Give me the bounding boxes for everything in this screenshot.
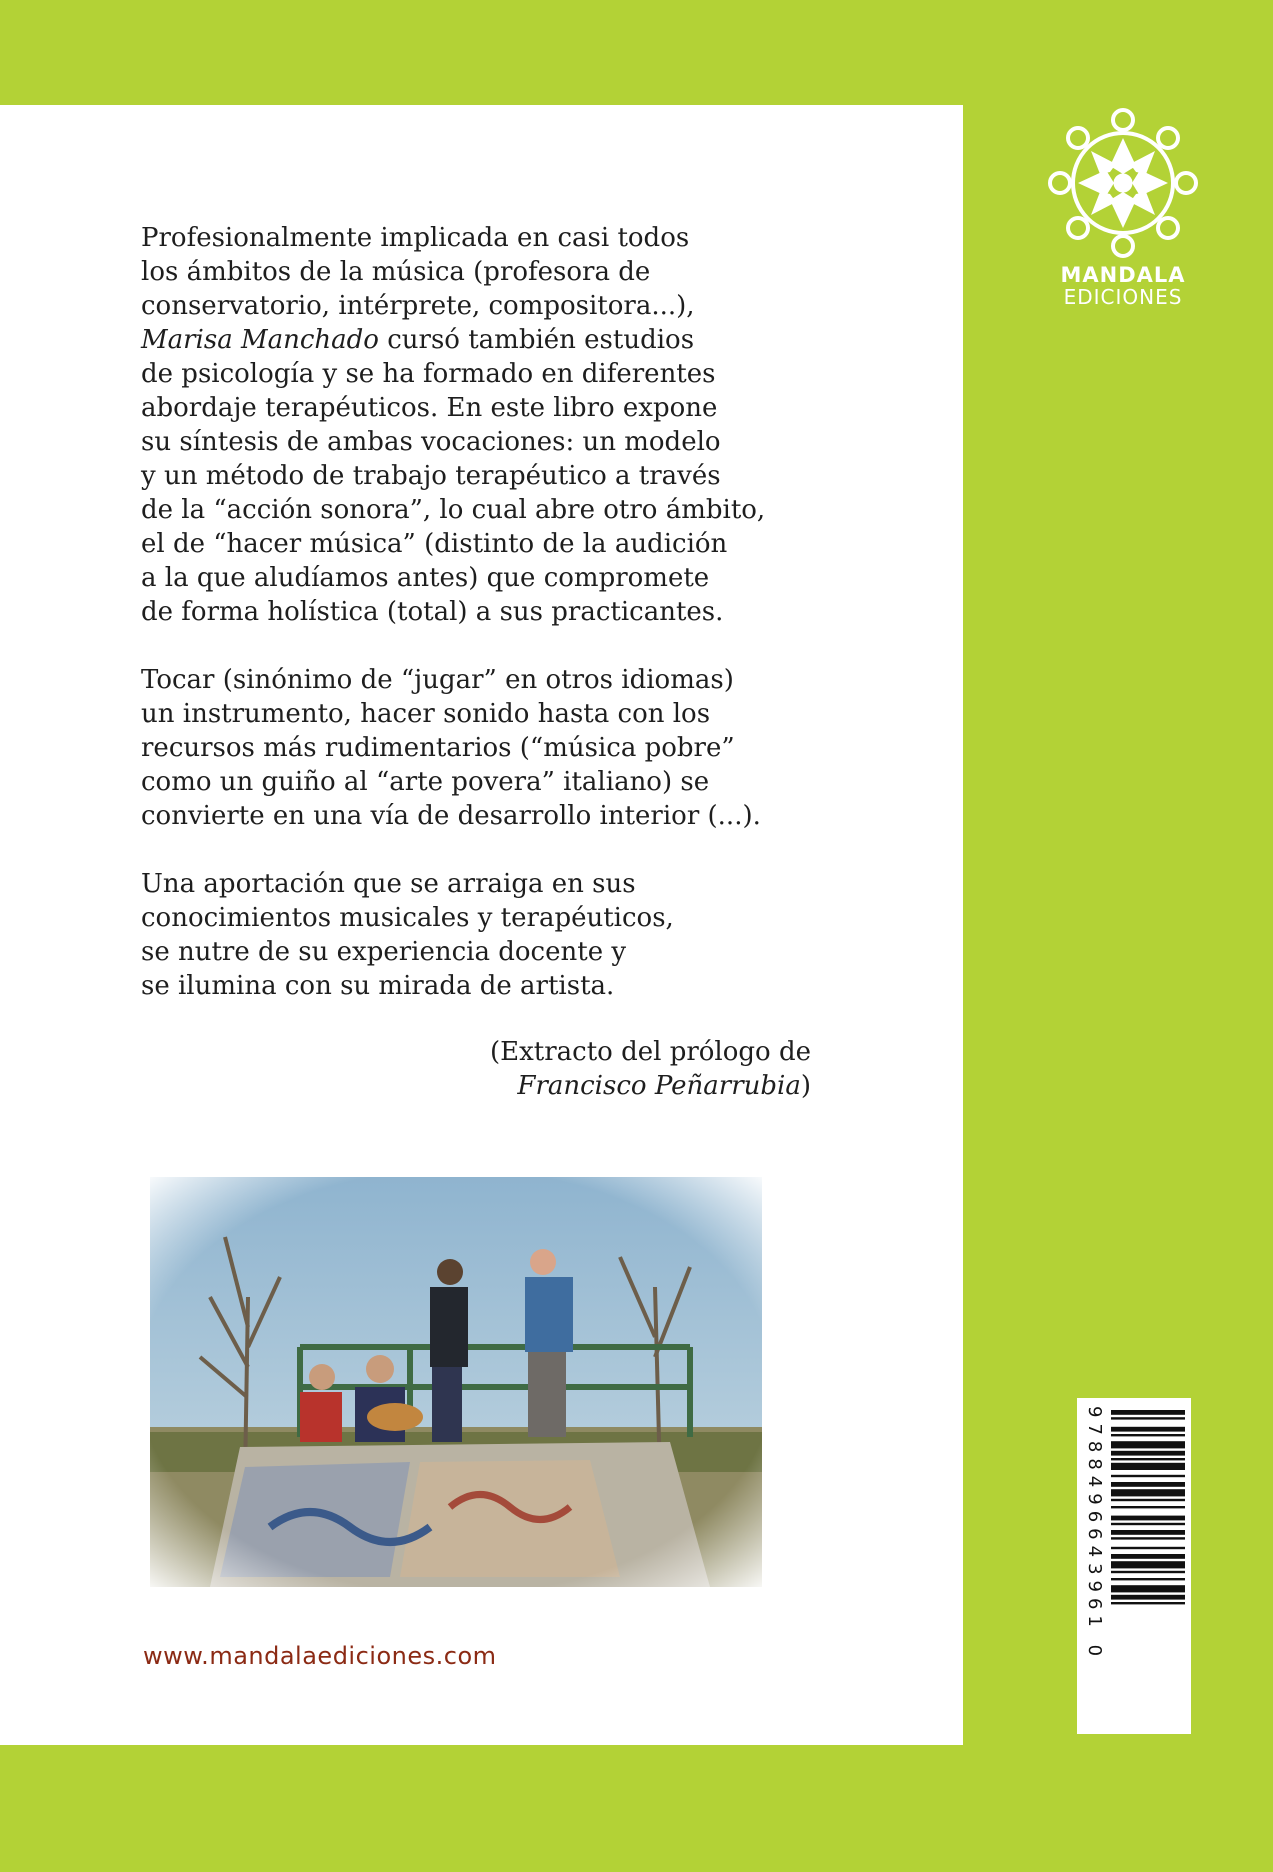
barcode-bar (1111, 1554, 1185, 1559)
barcode-bar (1111, 1506, 1185, 1508)
paragraph-3 (141, 867, 821, 1003)
barcode-bar (1111, 1441, 1185, 1448)
text-line: de la “acción sonora”, lo cual abre otro ámbito, (141, 495, 766, 525)
text-line: conservatorio, intérprete, compositora...), (141, 291, 695, 321)
barcode-bar (1111, 1489, 1185, 1496)
text-line: y un método de trabajo terapéutico a través (141, 461, 721, 491)
barcode-bar (1111, 1585, 1185, 1592)
publisher-url[interactable]: www.mandalaediciones.com (143, 1642, 497, 1670)
barcode-bars (1077, 1398, 1191, 1734)
text-line: como un guiño al “arte povera” italiano) se (141, 767, 710, 797)
barcode-bar (1111, 1595, 1185, 1600)
text-line: abordaje terapéuticos. En este libro expone (141, 393, 718, 423)
barcode-bar (1111, 1451, 1185, 1456)
text-line: los ámbitos de la música (profesora de (141, 257, 651, 287)
text-line: se ilumina con su mirada de artista. (141, 971, 615, 1001)
barcode-bar (1111, 1537, 1185, 1539)
barcode-bar (1111, 1578, 1185, 1580)
text-line: un instrumento, hacer sonido hasta con los (141, 699, 711, 729)
cover-photo (150, 1177, 762, 1587)
barcode-bar (1111, 1523, 1185, 1525)
credit-close: ) (800, 1071, 811, 1101)
text-line: Profesionalmente implicada en casi todos (141, 223, 690, 253)
text-line: de psicología y se ha formado en diferentes (141, 359, 716, 389)
synopsis (141, 221, 821, 1037)
barcode-bar (1111, 1482, 1185, 1487)
publisher-name: MANDALA (1060, 263, 1186, 287)
text-line: Una aportación que se arraiga en sus (141, 869, 636, 899)
author-name: Marisa Manchado (141, 325, 379, 355)
mandala-icon (1048, 108, 1198, 258)
paragraph-2 (141, 663, 821, 833)
text-line: recursos más rudimentarios (“música pobre” (141, 733, 735, 763)
barcode-bar (1111, 1561, 1185, 1568)
barcode-bar (1111, 1417, 1185, 1419)
barcode-bar (1111, 1547, 1185, 1549)
barcode-bar (1111, 1530, 1185, 1535)
credit-line: (Extracto del prólogo de (490, 1037, 811, 1067)
barcode-bar (1111, 1571, 1185, 1573)
publisher-logo (1038, 108, 1208, 308)
text-line: el de “hacer música” (distinto de la audición (141, 529, 728, 559)
text-line: convierte en una vía de desarrollo interior (...). (141, 801, 761, 831)
text-line: su síntesis de ambas vocaciones: un modelo (141, 427, 721, 457)
barcode-bar (1111, 1602, 1185, 1604)
barcode-bar (1111, 1427, 1185, 1432)
paragraph-1 (141, 221, 821, 629)
text-fragment: cursó también estudios (387, 325, 695, 355)
barcode-bar (1111, 1410, 1185, 1415)
barcode-bar (1111, 1475, 1185, 1477)
barcode-bar (1111, 1434, 1185, 1436)
back-cover-panel (0, 105, 963, 1745)
text-line: conocimientos musicales y terapéuticos, (141, 903, 674, 933)
publisher-sub: EDICIONES (1063, 285, 1183, 309)
credit-line-name (141, 1069, 811, 1103)
barcode-bar (1111, 1516, 1185, 1521)
credit-name: Francisco Peñarrubia (517, 1071, 801, 1101)
barcode-bar (1111, 1499, 1185, 1501)
isbn-barcode (1077, 1398, 1191, 1734)
text-line: se nutre de su experiencia docente y (141, 937, 627, 967)
barcode-bar (1111, 1463, 1185, 1470)
barcode-bar (1111, 1458, 1185, 1460)
text-line: de forma holística (total) a sus practicantes. (141, 597, 724, 627)
text-line-author (141, 323, 821, 357)
text-line: Tocar (sinónimo de “jugar” en otros idiomas) (141, 665, 734, 695)
prologue-credit (141, 1035, 811, 1103)
text-line: a la que aludíamos antes) que compromete (141, 563, 710, 593)
barcode-digits: 9788496643961 0 (1084, 1406, 1105, 1663)
